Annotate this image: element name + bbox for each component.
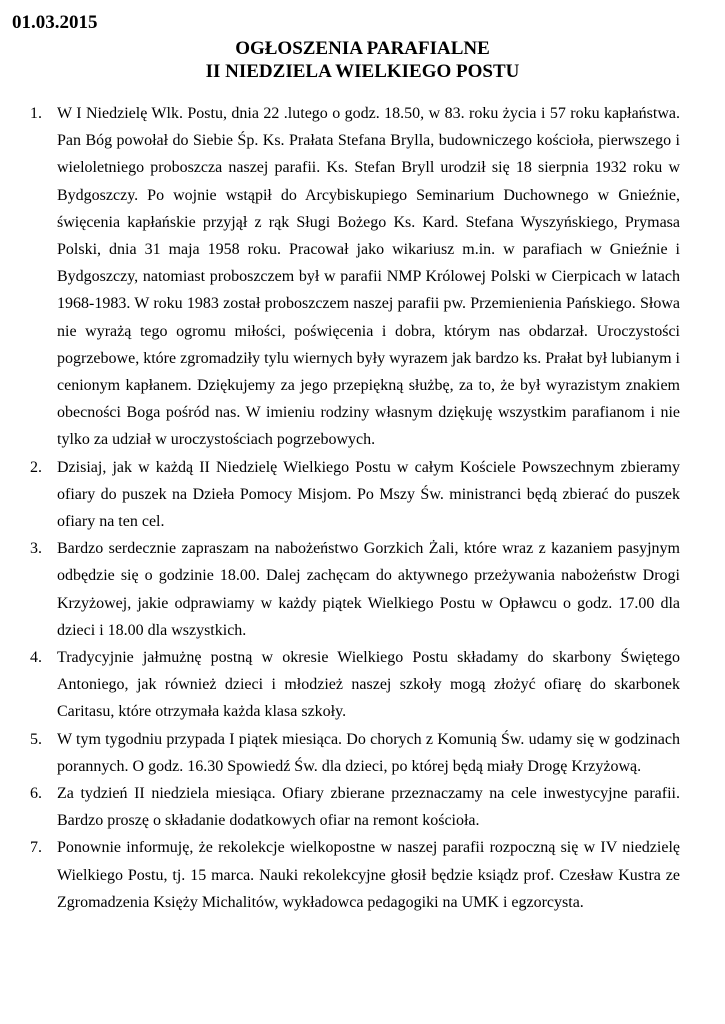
announcement-list: [30, 100, 680, 916]
announcement-item: [30, 100, 680, 454]
announcement-text: Ponownie informuję, że rekolekcje wielkopostne w naszej parafii rozpoczną się w IV niedzielę Wielkiego Postu, tj. 15 marca. Nauki rekolekcyjne głosił będzie ksiądz prof. Czesław Kustra ze Zgromadzenia Księży Michalitów, wykładowca pedagogiki na UMK i egzorcysta.: [57, 839, 680, 911]
document-title: OGŁOSZENIA PARAFIALNE: [235, 38, 490, 59]
announcement-item: [30, 535, 680, 644]
announcement-number: 4.: [30, 649, 42, 667]
announcement-number: 3.: [30, 540, 42, 558]
announcement-number: 6.: [30, 785, 42, 803]
announcement-item: [30, 726, 680, 780]
announcement-text: Dzisiaj, jak w każdą II Niedzielę Wielkiego Postu w całym Kościele Powszechnym zbieramy ofiary do puszek na Dzieła Pomocy Misjom. Po Mszy Św. ministranci będą zbierać do puszek ofiary na ten cel.: [57, 458, 680, 531]
announcement-number: 7.: [30, 839, 42, 857]
announcement-text: W tym tygodniu przypada I piątek miesiąca. Do chorych z Komunią Św. udamy się w godzinach porannych. O godz. 16.30 Spowiedź Św. dla dzieci, po której będą miały Drogę Krzyżową.: [57, 730, 680, 775]
announcement-text: Bardzo serdecznie zapraszam na nabożeństwo Gorzkich Żali, które wraz z kazaniem pasyjnym odbędzie się o godzinie 18.00. Dalej zachęcam do aktywnego przeżywania nabożeństw Drogi Krzyżowej, jakie odprawiamy w każdy piątek Wielkiego Postu w Opławcu o godz. 17.00 dla dzieci i 18.00 dla wszystkich.: [57, 540, 680, 639]
announcement-number: 2.: [30, 458, 42, 476]
announcement-item: [30, 834, 680, 916]
announcement-number: 1.: [30, 105, 42, 122]
announcement-item: [30, 454, 680, 536]
announcement-text: Tradycyjnie jałmużnę postną w okresie Wielkiego Postu składamy do skarbony Świętego Antoniego, jak również dzieci i młodzież naszej szkoły mogą złożyć ofiarę do skarbonek Caritasu, które otrzymała każda klasa szkoły.: [57, 649, 680, 721]
announcement-text: W I Niedzielę Wlk. Postu, dnia 22 .lutego o godz. 18.50, w 83. roku życia i 57 roku kapłaństwa. Pan Bóg powołał do Siebie Śp. Ks. Prałata Stefana Brylla, budowniczego kościoła, pierwszego i wieloletniego proboszcza naszej parafii. Ks. Stefan Bryll urodził się 18 sierpnia 1932 roku w Bydgoszczy. Po wojnie wstąpił do Arcybiskupiego Seminarium Duchownego w Gnieźnie, święcenia kapłańskie przyjął z rąk Sługi Bożego Ks. Kard. Stefana Wyszyńskiego, Prymasa Polski, dnia 31 maja 1958 roku. Pracował jako wikariusz m.in. w parafiach w Gnieźnie i Bydgoszczy, natomiast proboszczem był w parafii NMP Królowej Polski w Cierpicach w latach 1968-1983. W roku 1983 został proboszczem naszej parafii pw. Przemienienia Pańskiego. Słowa nie wyrażą tego ogromu miłości, poświęcenia i dobra, którym nas obdarzał. Uroczystości pogrzebowe, które zgromadziły tylu wiernych były wyrazem jak bardzo ks. Prałat był lubianym i cenionym kapłanem. Dziękujemy za jego przepiękną służbę, za to, że był wyrazistym znakiem obecności Boga pośród nas. W imieniu rodziny własnym dziękuję wszystkim parafianom i nie tylko za udział w uroczystościach pogrzebowych.: [57, 105, 680, 449]
document-date: 01.03.2015: [12, 12, 98, 33]
document-subtitle: II NIEDZIELA WIELKIEGO POSTU: [205, 61, 520, 82]
announcement-item: [30, 780, 680, 834]
announcement-text: Za tydzień II niedziela miesiąca. Ofiary zbierane przeznaczamy na cele inwestycyjne parafii. Bardzo proszę o składanie dodatkowych ofiar na remont kościoła.: [57, 785, 680, 830]
announcement-number: 5.: [30, 730, 42, 748]
announcement-item: [30, 644, 680, 726]
